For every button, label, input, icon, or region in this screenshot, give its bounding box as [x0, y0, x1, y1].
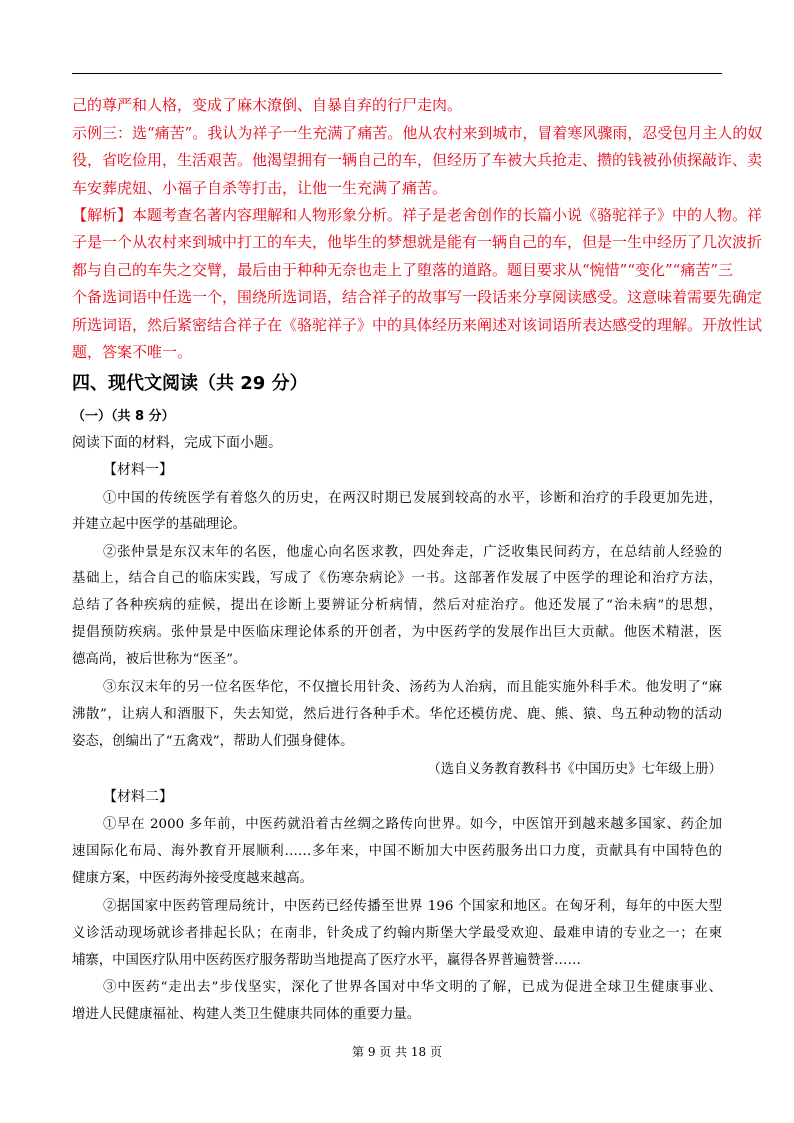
- analysis-line: 题，答案不唯一。: [72, 343, 193, 361]
- analysis-line: 都与自己的车失之交臂，最后由于种种无奈也走上了堕落的道路。题目要求从“惋惜”“变化”“痛苦”三: [72, 261, 734, 279]
- instruction: 阅读下面的材料，完成下面小题。: [72, 435, 282, 451]
- answer-line: 示例三：选“痛苦”。我认为祥子一生充满了痛苦。他从农村来到城市，冒着寒风骤雨，忍受包月主人的奴: [72, 124, 763, 142]
- material1-line: ②张仲景是东汉末年的名医，他虚心向名医求教，四处奔走，广泛收集民间药方，在总结前人经验的: [103, 545, 722, 560]
- material2-line: ②据国家中医药管理局统计，中医药已经传播至世界 196 个国家和地区。在匈牙利，每年的中医大型: [103, 899, 722, 914]
- analysis-line: 【解析】本题考查名著内容理解和人物形象分析。祥子是老舍创作的长篇小说《骆驼祥子》中的人物。祥: [72, 206, 763, 224]
- material1-line: 并建立起中医学的基础理论。: [72, 517, 247, 532]
- material2-line: ③中医药“走出去”步伐坚实，深化了世界各国对中华文明的了解，已成为促进全球卫生健康事业、: [103, 980, 722, 995]
- material1-line: ③东汉末年的另一位名医华佗，不仅擅长用针灸、汤药为人治病，而且能实施外科手术。他发明了“麻: [103, 680, 722, 695]
- material1-line: 总结了各种疾病的症候，提出在诊断上要辨证分析病情，然后对症治疗。他还发展了“治未病”的思想，: [72, 598, 722, 613]
- header-rule: [72, 73, 722, 74]
- analysis-line: 子是一个从农村来到城中打工的车夫，他毕生的梦想就是能有一辆自己的车，但是一生中经历了几次波折: [72, 233, 763, 251]
- material2-line: ①早在 2000 多年前，中医药就沿着古丝绸之路传向世界。如今，中医馆开到越来越多国家、药企加: [103, 817, 722, 832]
- answer-line: 己的尊严和人格，变成了麻木潦倒、自暴自弃的行尸走肉。: [72, 96, 463, 114]
- material1-label: 【材料一】: [103, 462, 173, 478]
- material2-label: 【材料二】: [103, 789, 173, 805]
- material2-line: 速国际化布局、海外教育开展顺利……多年来，中国不断加大中医药服务出口力度，贡献具有中国特色的: [72, 844, 722, 859]
- material2-line: 增进人民健康福祉、构建人类卫生健康共同体的重要力量。: [72, 1007, 421, 1022]
- material1-line: 德高尚，被后世称为“医圣”。: [72, 652, 247, 667]
- subsection-title: （一）（共 8 分）: [72, 409, 175, 424]
- material2-line: 义诊活动现场就诊者排起长队；在南非，针灸成了约翰内斯堡大学最受欢迎、最难申请的专业之一；在柬: [72, 926, 722, 941]
- analysis-line: 个备选词语中任选一个，围绕所选词语，结合祥子的故事写一段话来分享阅读感受。这意味着需要先确定: [72, 288, 763, 306]
- analysis-line: 所选词语，然后紧密结合祥子在《骆驼祥子》中的具体经历来阐述对该词语所表达感受的理解。开放性试: [72, 316, 763, 334]
- answer-line: 役，省吃俭用，生活艰苦。他渴望拥有一辆自己的车，但经历了车被大兵抢走、攒的钱被孙侦探敲诈、卖: [72, 151, 763, 169]
- section-title: 四、现代文阅读（共 29 分）: [72, 373, 308, 394]
- answer-line: 车安葬虎妞、小福子自杀等打击，让他一生充满了痛苦。: [72, 179, 448, 197]
- material1-line: 提倡预防疾病。张仲景是中医临床理论体系的开创者，为中医药学的发展作出巨大贡献。他医术精湛，医: [72, 625, 722, 640]
- material1-line: 姿态，创编出了“五禽戏”，帮助人们强身健体。: [72, 734, 354, 749]
- material2-line: 健康方案，中医药海外接受度越来越高。: [72, 871, 314, 886]
- material1-line: 基础上，结合自己的临床实践，写成了《伤寒杂病论》一书。这部著作发展了中医学的理论和治疗方法，: [72, 571, 722, 586]
- page-footer: 第 9 页 共 18 页: [352, 1045, 442, 1059]
- material2-line: 埔寨，中国医疗队用中医药医疗服务帮助当地提高了医疗水平，赢得各界普遍赞誉……: [72, 953, 581, 968]
- material1-line: ①中国的传统医学有着悠久的历史，在两汉时期已发展到较高的水平，诊断和治疗的手段更加先进，: [103, 491, 722, 506]
- material1-source: （选自义务教育教科书《中国历史》七年级上册）: [427, 762, 722, 777]
- material1-line: 沸散”，让病人和酒服下，失去知觉，然后进行各种手术。华佗还模仿虎、鹿、熊、猿、鸟五种动物的活动: [72, 707, 722, 722]
